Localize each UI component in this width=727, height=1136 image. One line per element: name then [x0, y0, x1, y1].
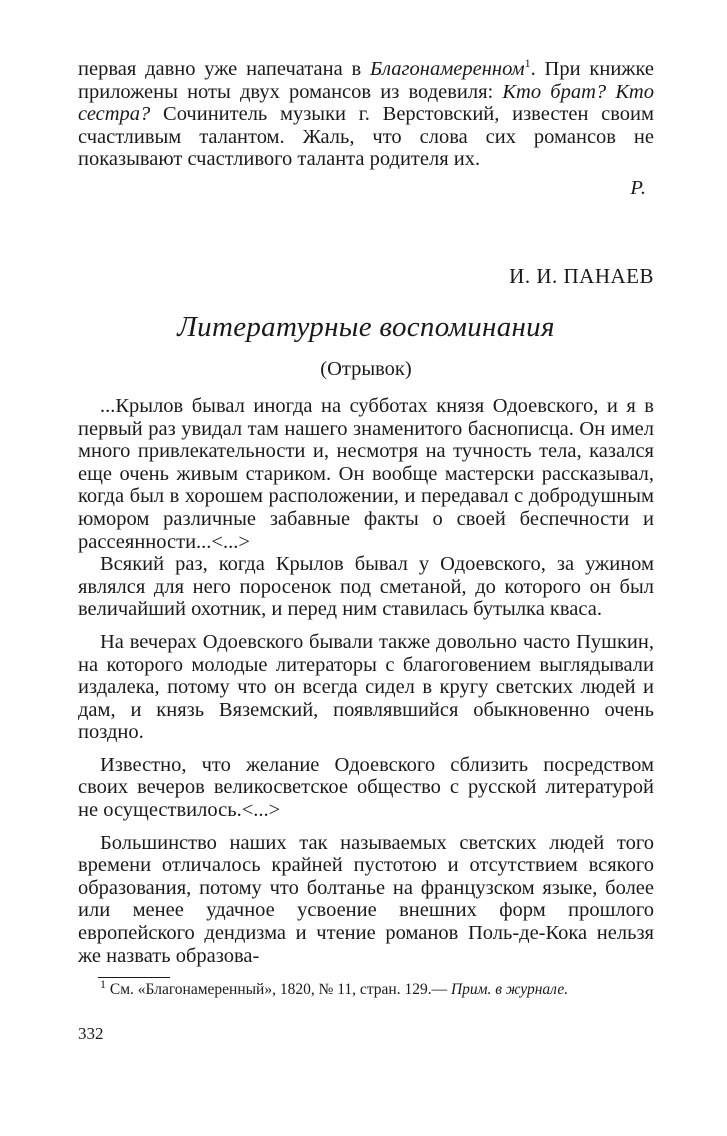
author-name: И. И. ПАНАЕВ	[509, 263, 654, 288]
paragraph-1: ...Крылов бывал иногда на субботах князя Одоевского, и я в первый раз увидал там нашего знаменитого баснописца. Он имел много привлекательности и, несмотря на тучность тела, казался еще очень живым стариком. Он вообще мастерски рассказывал, когда был в хорошем расположении, и передавал с добродушным юмором различные забавные факты о своей беспечности и рассеянности...<...>	[78, 394, 654, 553]
paragraph-2: Всякий раз, когда Крылов бывал у Одоевского, за ужином являлся для него поросенок под сметаной, до которого он был величайший охотник, и перед ним ставилась бутылка кваса.	[78, 553, 654, 621]
paragraph-3: На вечерах Одоевского бывали также довольно часто Пушкин, на которого молодые литераторы с благоговением выглядывали издалека, потому что он всегда сидел в кругу светских людей и дам, и князь Вяземский, появлявшийся обыкновенно очень поздно.	[78, 630, 654, 744]
paragraph-5: Большинство наших так называемых светских людей того времени отличалось крайней пустотою и отсутствием всякого образования, потому что болтанье на французском языке, более или менее удачное усвоение внешних форм прошлого европейского дендизма и чтение романов Поль-де-Кока нельзя же назвать образова-	[78, 831, 654, 967]
page-number: 332	[78, 1024, 104, 1044]
article-title: Литературные воспоминания	[177, 310, 555, 343]
article-subtitle: (Отрывок)	[320, 357, 412, 380]
signature: Р.	[630, 176, 646, 199]
paragraph-4: Известно, что желание Одоевского сблизить посредством своих вечеров великосветское общество с русской литературой не осуществилось.<...>	[78, 753, 654, 822]
footnote-reference: 1	[524, 56, 531, 71]
footnote: $^1$ См. «Благонамеренный», 1820, № 11, стран. 129.— Прим. в журнале.	[100, 977, 569, 999]
footnote-divider	[98, 977, 170, 978]
vaudeville-title: Кто брат? Кто сестра?	[78, 80, 654, 126]
top-fragment-paragraph: первая давно уже напечатана в Благонамеренном$^1$. При книжке приложены ноты двух романсов из водевиля: Кто брат? Кто сестра? Сочинитель музыки г. Верстовский, известен своим счастливым талантом. Жаль, что слова сих романсов не показывают счастливого таланта родителя их.	[78, 56, 655, 171]
book-page	[78, 58, 654, 1044]
footnote-marker: 1	[100, 977, 106, 992]
journal-name: Благонамеренном	[370, 58, 525, 80]
